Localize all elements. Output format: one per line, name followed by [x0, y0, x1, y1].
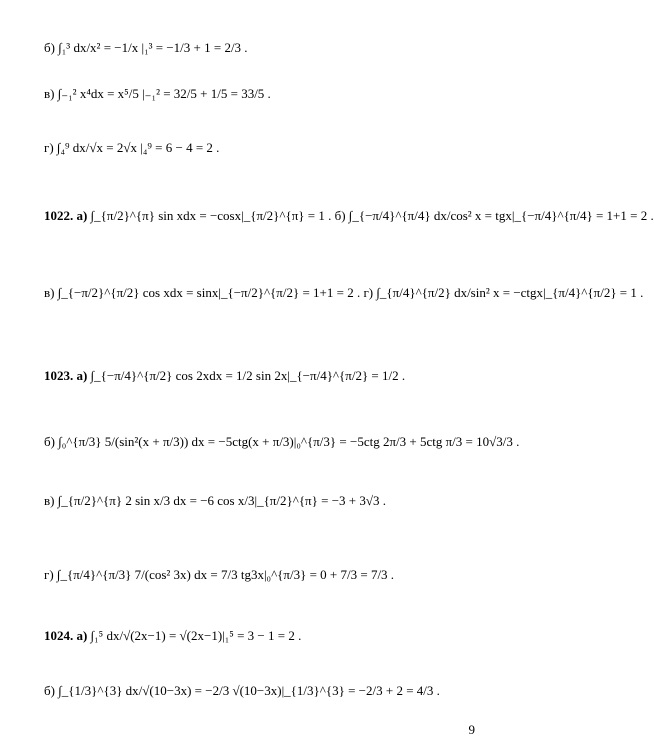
- label: б): [44, 40, 55, 55]
- line-1023-b: [44, 434, 519, 450]
- label: б): [44, 434, 55, 449]
- equation: ∫₁⁵ dx/√(2x−1) = √(2x−1)|₁⁵ = 3 − 1 = 2 .: [90, 628, 302, 643]
- equation: ∫₁³ dx/x² = −1/x |₁³ = −1/3 + 1 = 2/3 .: [58, 40, 248, 55]
- line-1v: [44, 86, 271, 102]
- problem-label: 1022. а): [44, 208, 88, 223]
- label: в): [44, 285, 55, 300]
- label: в): [44, 86, 55, 101]
- label: г): [44, 140, 54, 155]
- page-number: 9: [468, 722, 475, 737]
- problem-label: 1024. а): [44, 628, 88, 643]
- line-1b: [44, 40, 248, 56]
- line-1023-v: [44, 493, 386, 509]
- label: в): [44, 493, 55, 508]
- equation: ∫_{−π/4}^{π/2} cos 2xdx = 1/2 sin 2x|_{−π/4}^{π/2} = 1/2 .: [90, 368, 406, 383]
- equation: ∫_{π/2}^{π} 2 sin x/3 dx = −6 cos x/3|_{π/2}^{π} = −3 + 3√3 .: [57, 493, 386, 508]
- label: г): [44, 567, 54, 582]
- equation: ∫₀^{π/3} 5/(sin²(x + π/3)) dx = −5ctg(x + π/3)|₀^{π/3} = −5ctg 2π/3 + 5ctg π/3 = 10√3/3 .: [58, 434, 520, 449]
- problem-1024-a: [44, 628, 301, 644]
- problem-1022-a: [44, 208, 654, 224]
- line-1022-vg: [44, 285, 643, 301]
- label: б): [44, 683, 55, 698]
- line-1g: [44, 140, 219, 156]
- equation: ∫_{π/4}^{π/3} 7/(cos² 3x) dx = 7/3 tg3x|₀^{π/3} = 0 + 7/3 = 7/3 .: [56, 567, 395, 582]
- equation: ∫_{1/3}^{3} dx/√(10−3x) = −2/3 √(10−3x)|_{1/3}^{3} = −2/3 + 2 = 4/3 .: [58, 683, 440, 698]
- problem-1023-a: [44, 368, 405, 384]
- line-1023-g: [44, 567, 394, 583]
- equation: ∫_{π/2}^{π} sin xdx = −cosx|_{π/2}^{π} = 1 . б) ∫_{−π/4}^{π/4} dx/cos² x = tgx|_{−π/4}^{π/4} = 1+1 = 2 .: [90, 208, 654, 223]
- line-1024-b: [44, 683, 440, 699]
- equation: ∫₋₁² x⁴dx = x⁵/5 |₋₁² = 32/5 + 1/5 = 33/5 .: [57, 86, 271, 101]
- equation: ∫_{−π/2}^{π/2} cos xdx = sinx|_{−π/2}^{π/2} = 1+1 = 2 . г) ∫_{π/4}^{π/2} dx/sin² x = −ctgx|_{π/4}^{π/2} = 1 .: [57, 285, 644, 300]
- problem-label: 1023. а): [44, 368, 88, 383]
- equation: ∫₄⁹ dx/√x = 2√x |₄⁹ = 6 − 4 = 2 .: [56, 140, 220, 155]
